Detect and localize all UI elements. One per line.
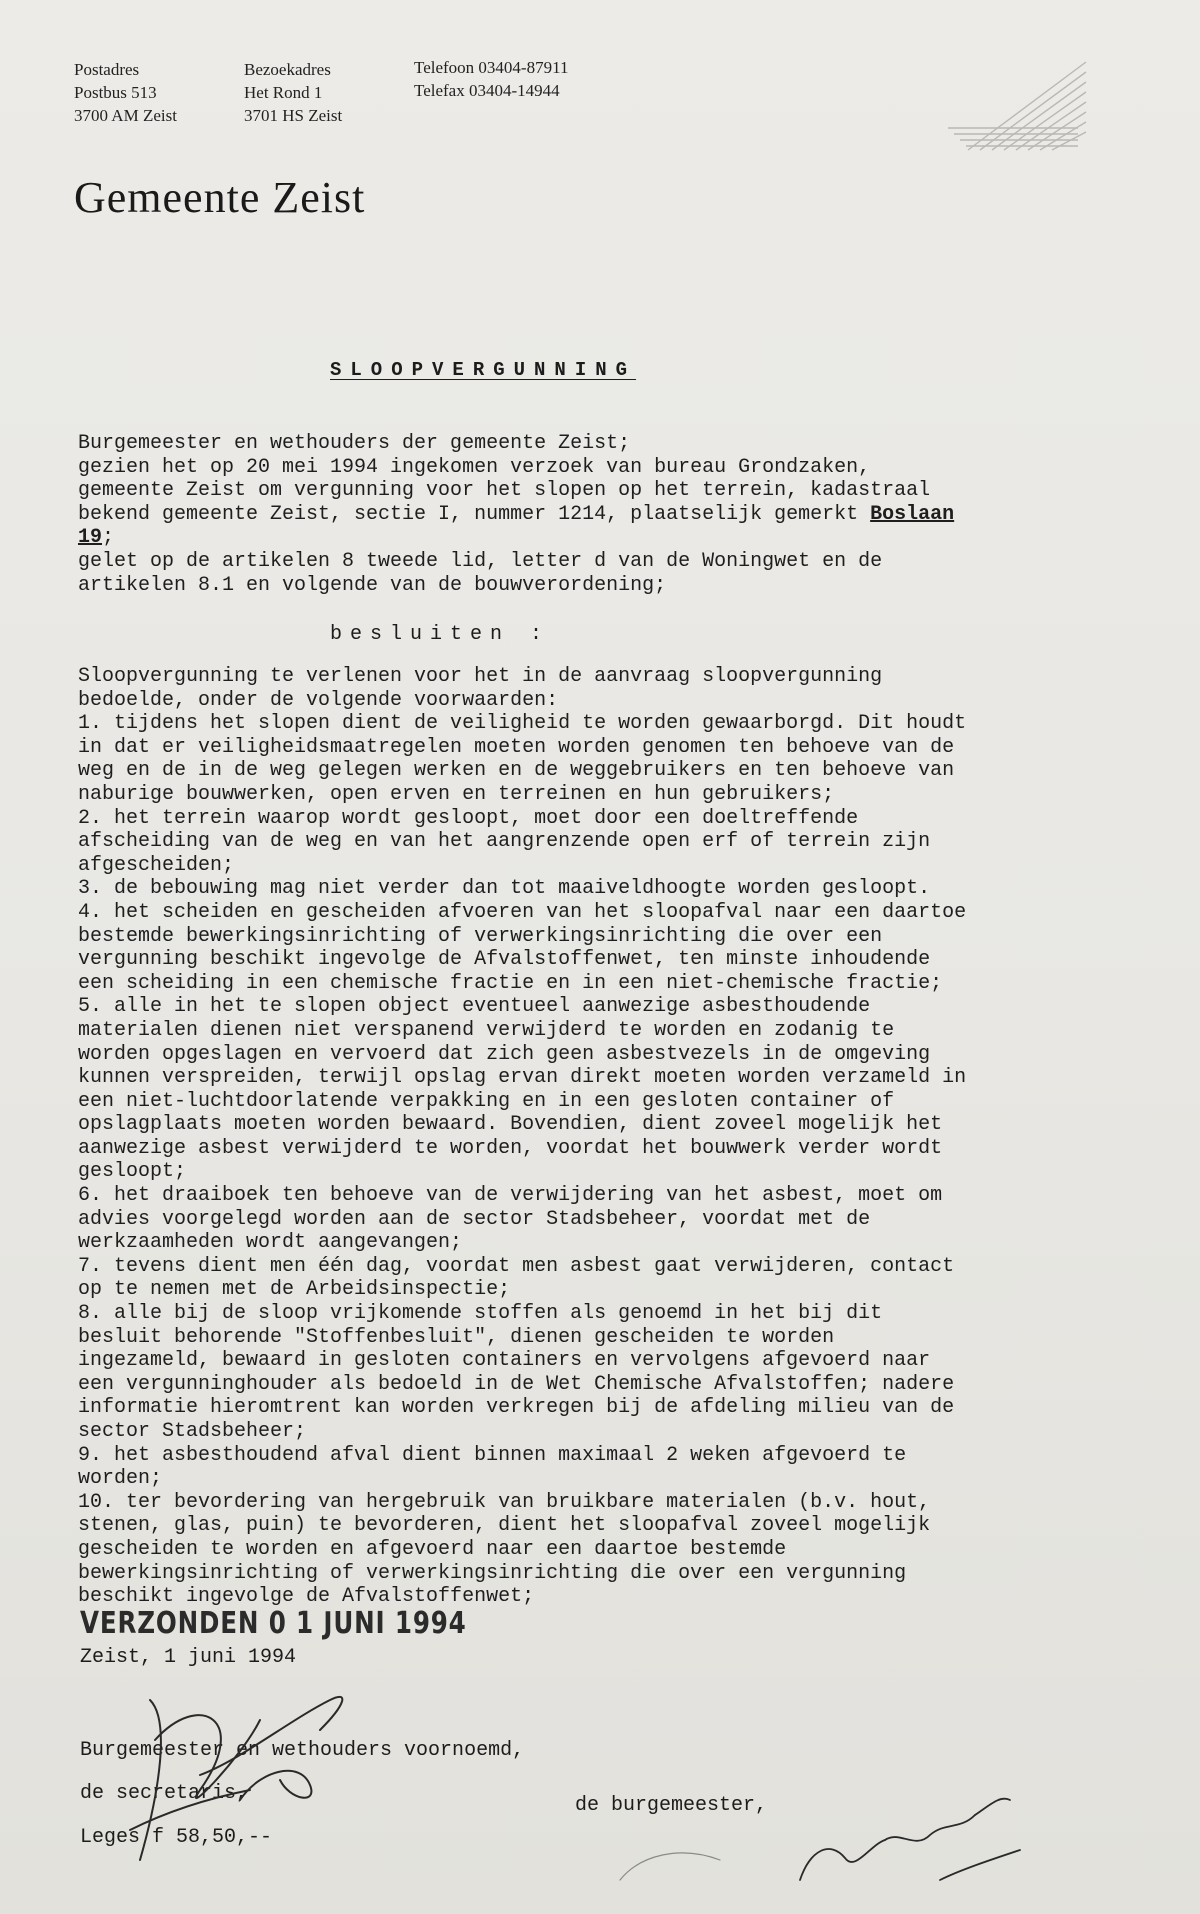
condition-line: gesloopt;	[78, 1160, 187, 1184]
condition-line: sector Stadsbeheer;	[78, 1420, 307, 1443]
condition-line: bewerkingsinrichting of verwerkingsinrichting die over een vergunning	[78, 1561, 907, 1585]
visit-address	[244, 58, 342, 127]
condition-line: op te nemen met de Arbeidsinspectie;	[78, 1278, 511, 1302]
condition-line: beschikt ingevolge de Afvalstoffenwet;	[78, 1585, 535, 1609]
condition-line: werkzaamheden wordt aangevangen;	[78, 1231, 463, 1255]
condition-line: weg en de in de weg gelegen werken en de weggebruikers en ten behoeve van	[78, 759, 955, 783]
condition-line: een scheiding in een chemische fractie en in een niet-chemische fractie;	[78, 971, 943, 995]
visit-city: 3701 HS Zeist	[244, 106, 343, 125]
preamble-legal: ; gelet op de artikelen 8 tweede lid, letter d van de Woningwet en de artikelen 8.1 en volgende van de bouwverordening;	[78, 526, 883, 597]
condition-line: 10. ter bevordering van hergebruik van bruikbare materialen (b.v. hout,	[78, 1490, 931, 1514]
telefax: Telefax 03404-14944	[414, 81, 560, 100]
condition-line: 2. het terrein waarop wordt gesloopt, moet door een doeltreffende	[78, 806, 859, 830]
condition-line: 9. het asbesthoudend afval dient binnen maximaal 2 weken afgevoerd te	[78, 1443, 907, 1467]
conditions-list	[78, 665, 1138, 1609]
condition-line: 5. alle in het te slopen object eventueel aanwezige asbesthoudende	[78, 995, 871, 1019]
municipality-name: Gemeente Zeist	[74, 173, 366, 222]
fees-line: Leges f 58,50,--	[80, 1826, 273, 1849]
condition-line: gescheiden te worden en afgevoerd naar een daartoe bestemde	[78, 1537, 787, 1561]
condition-line: in dat er veiligheidsmaatregelen moeten worden genomen ten behoeve van de	[78, 735, 955, 759]
street-address: Boslaan 19	[78, 502, 955, 550]
condition-line: bedoelde, onder de volgende voorwaarden:	[78, 688, 559, 712]
condition-line: besluit behorende "Stoffenbesluit", dienen gescheiden te worden	[78, 1325, 835, 1349]
condition-line: naburige bouwwerken, open erven en terreinen en hun gebruikers;	[78, 782, 835, 806]
condition-line: materialen dienen niet verspanend verwijderd te worden en zodanig te	[78, 1018, 895, 1042]
condition-line: stenen, glas, puin) te bevorderen, dient het sloopafval zoveel mogelijk	[78, 1514, 931, 1538]
condition-line: afscheiding van de weg en van het aangrenzende open erf of terrein zijn	[78, 830, 931, 854]
condition-line: worden opgeslagen en vervoerd dat zich geen asbestvezels in de omgeving	[78, 1042, 931, 1066]
condition-line: bestemde bewerkingsinrichting of verwerkingsinrichting die over een	[78, 924, 883, 948]
mayor-label: de burgemeester,	[575, 1794, 768, 1817]
contact-info	[414, 56, 568, 102]
signoff-line: Burgemeester en wethouders voornoemd,	[80, 1739, 525, 1762]
condition-line: een niet-luchtdoorlatende verpakking en in een gesloten container of	[78, 1089, 895, 1113]
condition-line: 3. de bebouwing mag niet verder dan tot maaiveldhoogte worden gesloopt.	[78, 877, 931, 901]
condition-line: 4. het scheiden en gescheiden afvoeren van het sloopafval naar een daartoe	[78, 900, 967, 924]
sent-stamp: VERZONDEN 0 1 JUNI 1994	[80, 1606, 467, 1641]
condition-line: een vergunninghouder als bedoeld in de Wet Chemische Afvalstoffen; nadere	[78, 1372, 955, 1396]
place-date: Zeist, 1 juni 1994	[80, 1646, 297, 1669]
condition-line: advies voorgelegd worden aan de sector Stadsbeheer, voordat met de	[78, 1207, 871, 1231]
postal-address	[74, 58, 177, 127]
secretary-label: de secretaris,	[80, 1782, 249, 1805]
preamble-text: Burgemeester en wethouders der gemeente Zeist; gezien het op 20 mei 1994 ingekomen verzoek van bureau Grondzaken, gemeente Zeist om vergunning voor het slopen op het terrein, kadastraal bekend gemeente Zeist, sectie I, nummer 1214, plaatselijk gemerkt	[78, 432, 931, 526]
municipality-logo-icon	[928, 58, 1088, 158]
postal-box: Postbus 513	[74, 83, 157, 102]
condition-line: vergunning beschikt ingevolge de Afvalstoffenwet, ten minste inhoudende	[78, 948, 931, 972]
telephone: Telefoon 03404-87911	[414, 58, 569, 77]
condition-line: opslagplaats moeten worden bewaard. Bovendien, dient zoveel mogelijk het	[78, 1113, 943, 1137]
condition-line: 7. tevens dient men één dag, voordat men asbest gaat verwijderen, contact	[78, 1254, 955, 1278]
condition-line: Sloopvergunning te verlenen voor het in de aanvraag sloopvergunning	[78, 665, 883, 688]
visit-label: Bezoekadres	[244, 60, 331, 79]
postal-city: 3700 AM Zeist	[74, 106, 177, 125]
document-title: SLOOPVERGUNNING	[330, 359, 637, 381]
condition-line: kunnen verspreiden, terwijl opslag ervan direkt moeten worden verzameld in	[78, 1066, 967, 1090]
decision-heading: besluiten :	[330, 623, 551, 646]
condition-line: informatie hieromtrent kan worden verkregen bij de afdeling milieu van de	[78, 1396, 955, 1420]
postal-label: Postadres	[74, 60, 140, 79]
visit-street: Het Rond 1	[244, 83, 323, 102]
condition-line: afgescheiden;	[78, 853, 235, 877]
condition-line: 8. alle bij de sloop vrijkomende stoffen als genoemd in het bij dit	[78, 1302, 883, 1326]
condition-line: worden;	[78, 1467, 163, 1491]
condition-line: ingezameld, bewaard in gesloten containers en vervolgens afgevoerd naar	[78, 1349, 931, 1373]
condition-line: aanwezige asbest verwijderd te worden, voordat het bouwwerk verder wordt	[78, 1136, 943, 1160]
condition-line: 1. tijdens het slopen dient de veiligheid te worden gewaarborgd. Dit houdt	[78, 712, 967, 736]
preamble	[78, 432, 1138, 597]
condition-line: 6. het draaiboek ten behoeve van de verwijdering van het asbest, moet om	[78, 1184, 943, 1208]
